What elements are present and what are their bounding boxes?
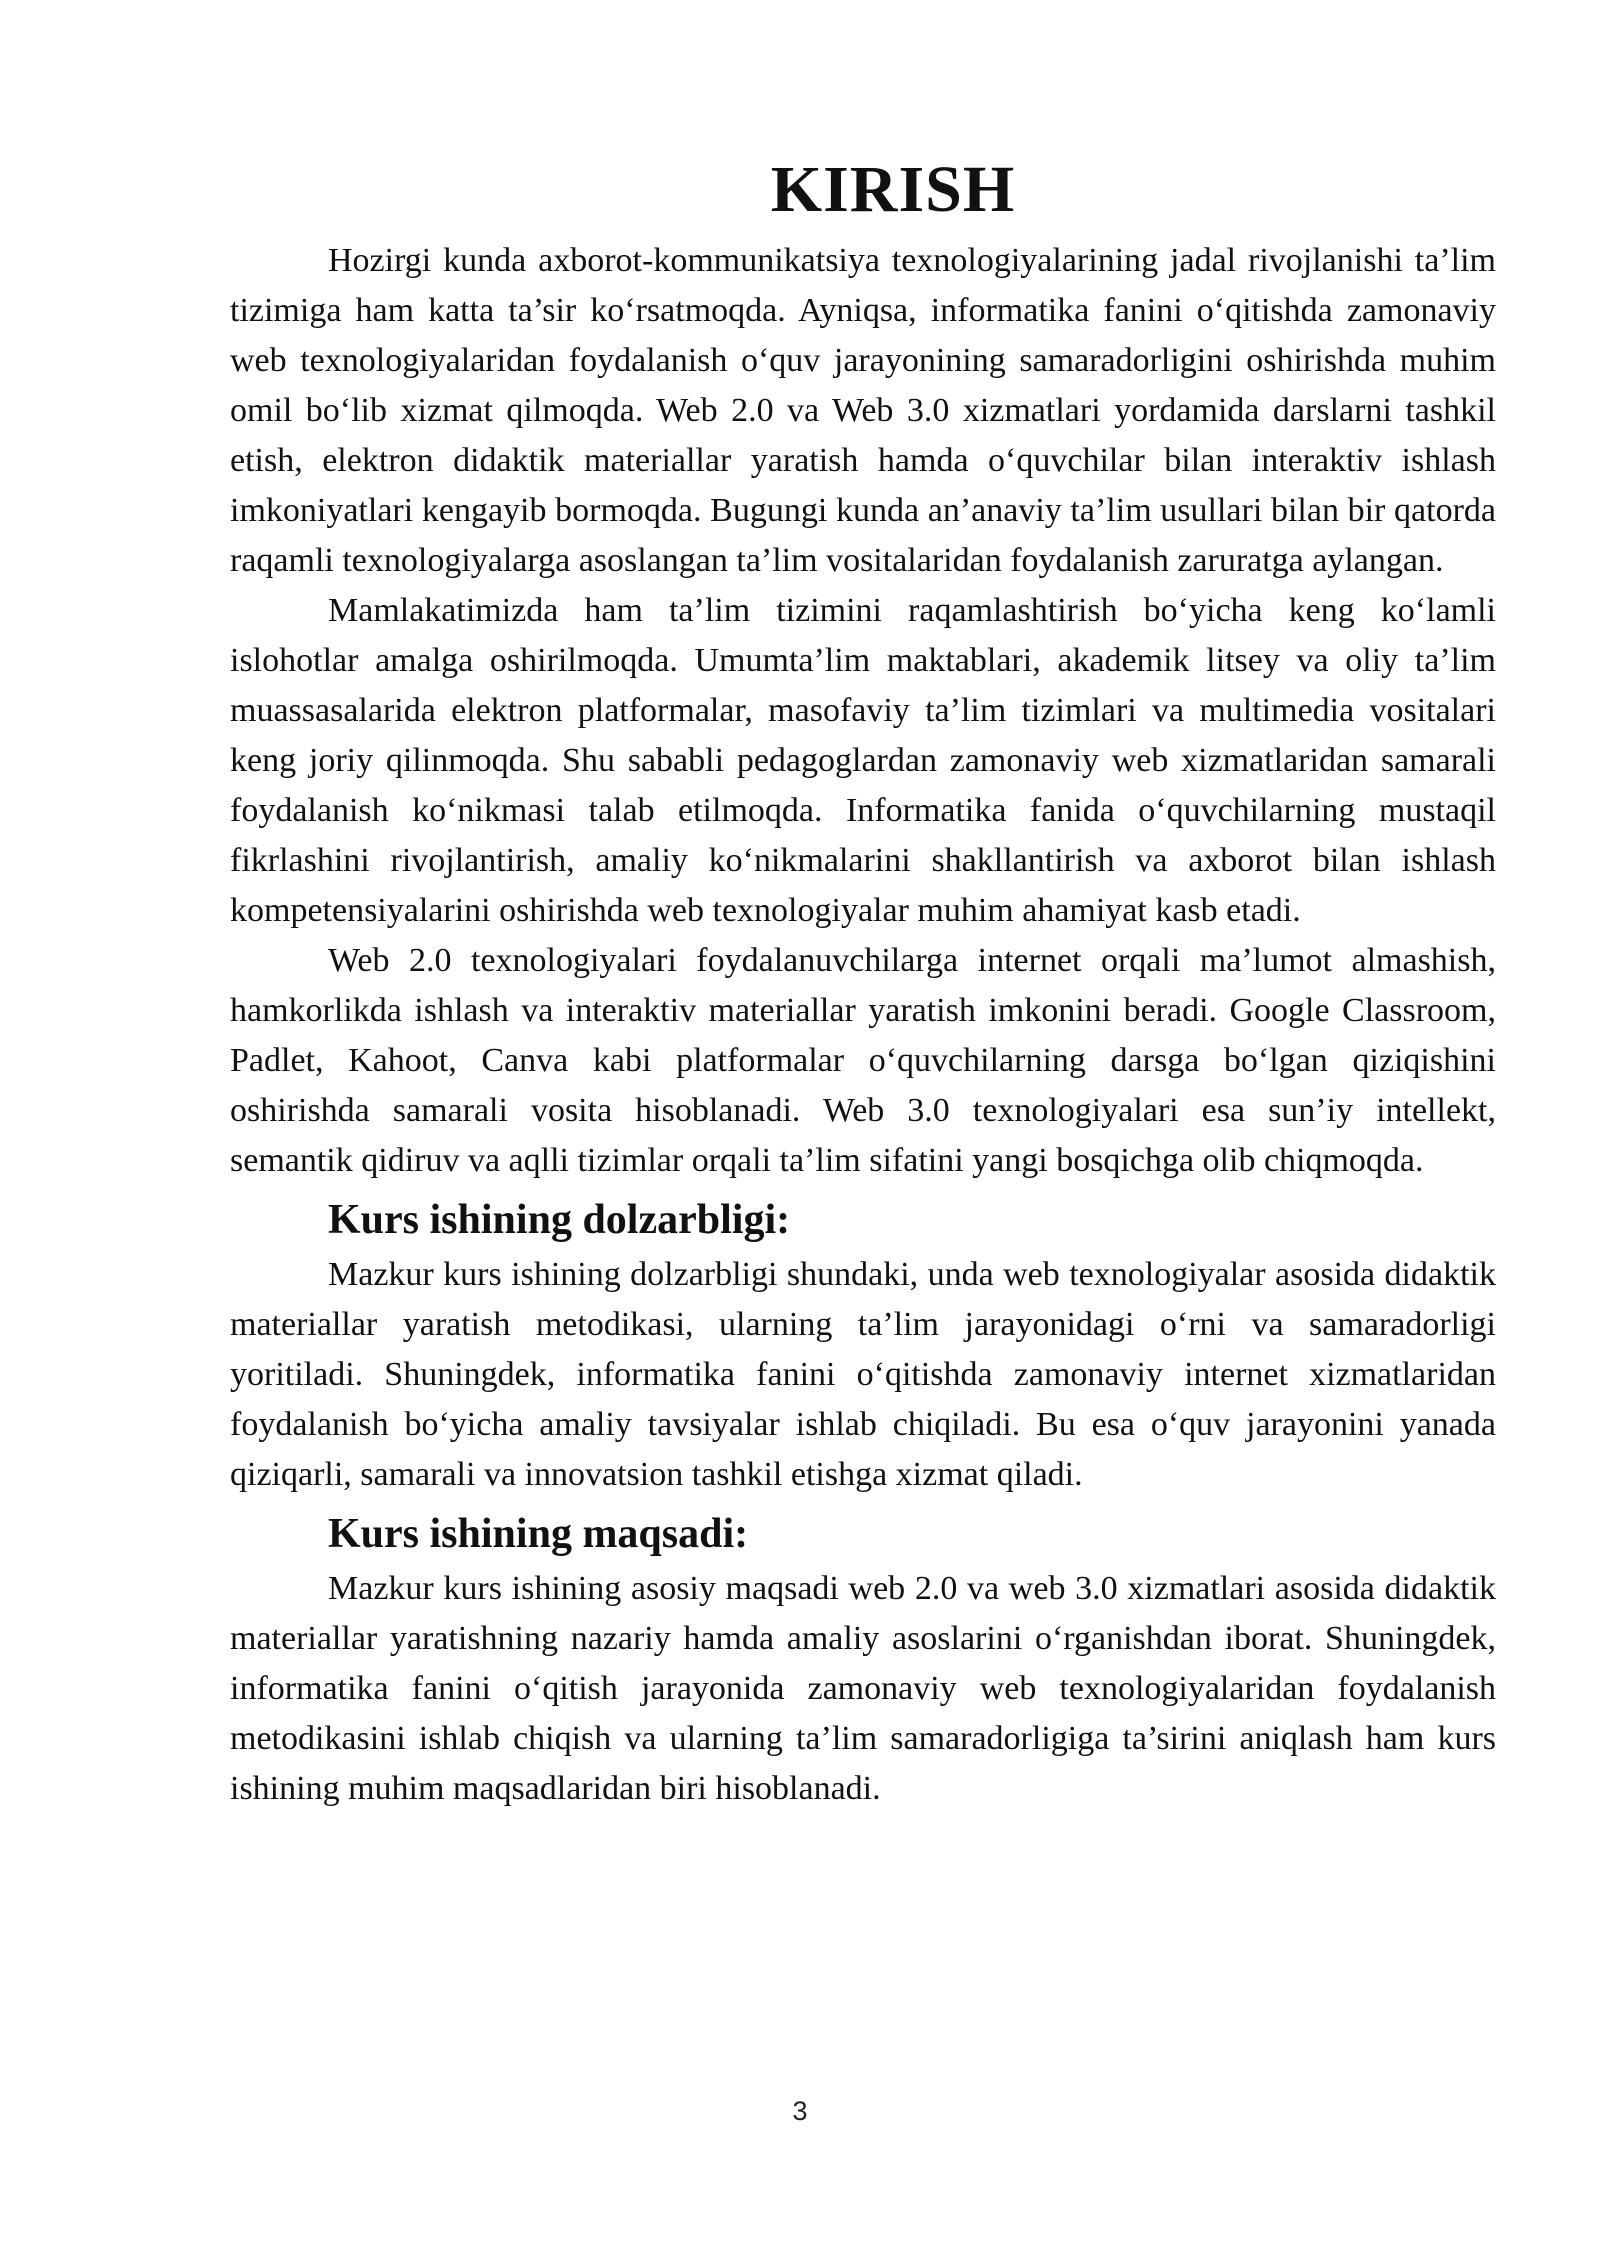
intro-paragraph-1: Hozirgi kunda axborot-kommunikatsiya texnologiyalarining jadal rivojlanishi ta’lim tizimiga ham katta ta’sir ko‘rsatmoqda. Ayniqsa, informatika fanini o‘qitishda zamonaviy web texnologiyalaridan foydalanish o‘quv jarayonining samaradorligini oshirishda muhim omil bo‘lib xizmat qilmoqda. Web 2.0 va Web 3.0 xizmatlari yordamida darslarni tashkil etish, elektron didaktik materiallar yaratish hamda o‘quvchilar bilan interaktiv ishlash imkoniyatlari kengayib bormoqda. Bugungi kunda an’anaviy ta’lim usullari bilan bir qatorda raqamli texnologiyalarga asoslangan ta’lim vositalaridan foydalanish zaruratga aylangan.	[230, 242, 1496, 579]
goal-paragraph: Mazkur kurs ishining asosiy maqsadi web 2.0 va web 3.0 xizmatlari asosida didaktik materiallar yaratishning nazariy hamda amaliy asoslarini o‘rganishdan iborat. Shuningdek, informatika fanini o‘qitish jarayonida zamonaviy web texnologiyalaridan foydalanish metodikasini ishlab chiqish va ularning ta’lim samaradorligiga ta’sirini aniqlash ham kurs ishining muhim maqsadlaridan biri hisoblanadi.	[230, 1570, 1496, 1807]
relevance-paragraph: Mazkur kurs ishining dolzarbligi shundaki, unda web texnologiyalar asosida didaktik materiallar yaratish metodikasi, ularning ta’lim jarayonidagi o‘rni va samaradorligi yoritiladi. Shuningdek, informatika fanini o‘qitishda zamonaviy internet xizmatlaridan foydalanish bo‘yicha amaliy tavsiyalar ishlab chiqiladi. Bu esa o‘quv jarayonini yanada qiziqarli, samarali va innovatsion tashkil etishga xizmat qiladi.	[230, 1256, 1496, 1493]
page-number: 3	[792, 2096, 808, 2126]
relevance-heading: Kurs ishining dolzarbligi:	[328, 1197, 791, 1243]
intro-paragraph-2: Mamlakatimizda ham ta’lim tizimini raqamlashtirish bo‘yicha keng ko‘lamli islohotlar amalga oshirilmoqda. Umumta’lim maktablari, akademik litsey va oliy ta’lim muassasalarida elektron platformalar, masofaviy ta’lim tizimlari va multimedia vositalari keng joriy qilinmoqda. Shu sababli pedagoglardan zamonaviy web xizmatlaridan samarali foydalanish ko‘nikmasi talab etilmoqda. Informatika fanida o‘quvchilarning mustaqil fikrlashini rivojlantirish, amaliy ko‘nikmalarini shakllantirish va axborot bilan ishlash kompetensiyalarini oshirishda web texnologiyalar muhim ahamiyat kasb etadi.	[230, 592, 1496, 929]
goal-heading: Kurs ishining maqsadi:	[328, 1511, 749, 1557]
intro-paragraph-3: Web 2.0 texnologiyalari foydalanuvchilarga internet orqali ma’lumot almashish, hamkorlikda ishlash va interaktiv materiallar yaratish imkonini beradi. Google Classroom, Padlet, Kahoot, Canva kabi platformalar o‘quvchilarning darsga bo‘lgan qiziqishini oshirishda samarali vosita hisoblanadi. Web 3.0 texnologiyalari esa sun’iy intellekt, semantik qidiruv va aqlli tizimlar orqali ta’lim sifatini yangi bosqichga olib chiqmoqda.	[230, 942, 1496, 1179]
page-title: KIRISH	[770, 153, 1016, 226]
document-page	[230, 150, 1496, 1814]
